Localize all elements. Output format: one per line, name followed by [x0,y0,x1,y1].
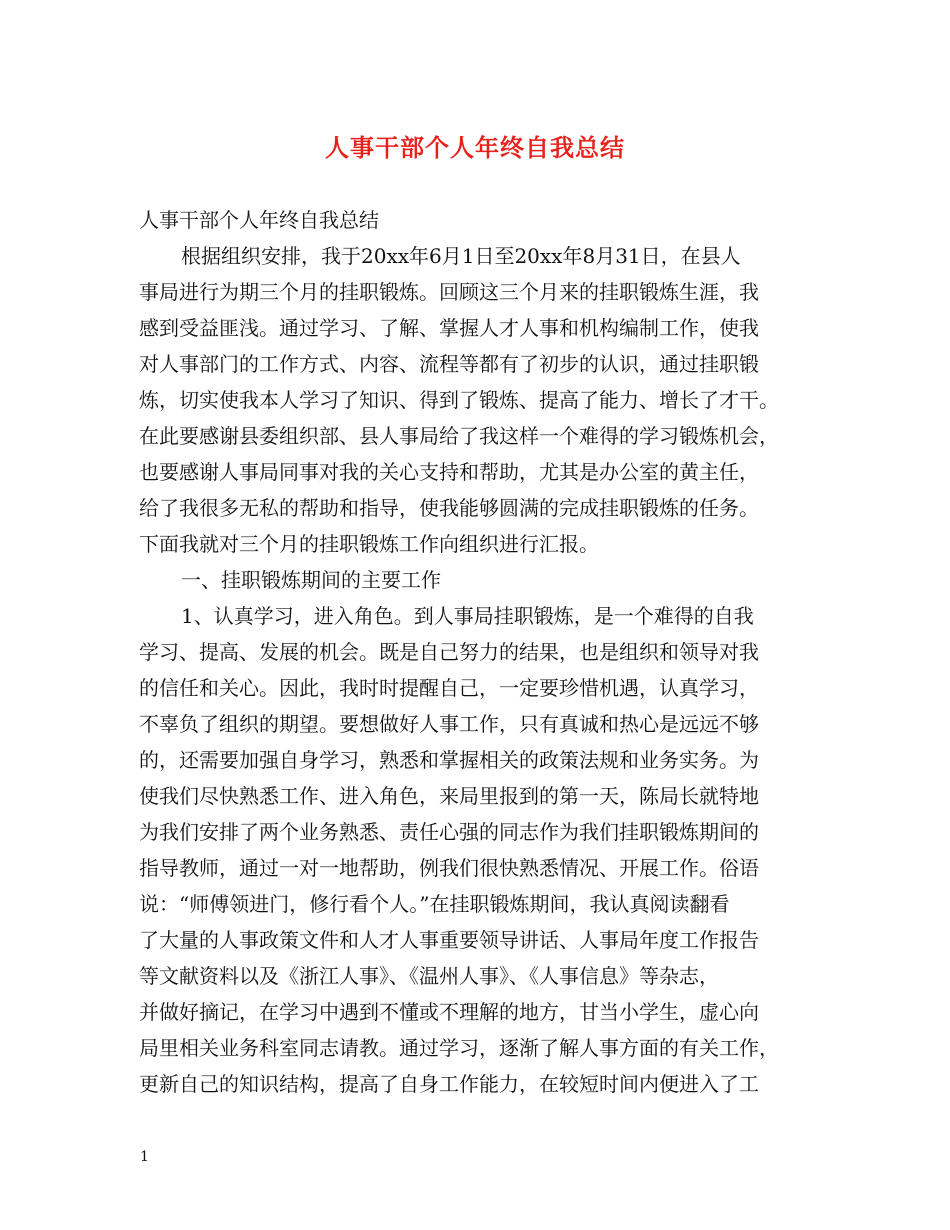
paragraph-line: 感到受益匪浅。通过学习、了解、掌握人才人事和机构编制工作，使我 [139,316,759,340]
paragraph-line: 说：“师傅领进门，修行看个人。”在挂职锻炼期间，我认真阅读翻看 [139,892,730,916]
paragraph-line: 的，还需要加强自身学习，熟悉和掌握相关的政策法规和业务实务。为 [139,748,759,772]
paragraph-line: 的信任和关心。因此，我时时提醒自己，一定要珍惜机遇，认真学习， [139,676,759,700]
paragraph-line: 使我们尽快熟悉工作、进入角色，来局里报到的第一天，陈局长就特地 [139,784,759,808]
page-number: 1 [140,1149,149,1165]
paragraph-line: 更新自己的知识结构，提高了自身工作能力，在较短时间内便进入了工 [139,1072,759,1096]
paragraph-line: 下面我就对三个月的挂职锻炼工作向组织进行汇报。 [139,532,599,556]
section-heading: 一、挂职锻炼期间的主要工作 [181,568,441,592]
paragraph-line: 也要感谢人事局同事对我的关心支持和帮助，尤其是办公室的黄主任， [139,460,759,484]
body-line-subtitle: 人事干部个人年终自我总结 [139,208,379,232]
paragraph-line: 局里相关业务科室同志请教。通过学习，逐渐了解人事方面的有关工作， [139,1036,779,1060]
paragraph-line: 指导教师，通过一对一地帮助，例我们很快熟悉情况、开展工作。俗语 [139,856,759,880]
paragraph-line: 不辜负了组织的期望。要想做好人事工作，只有真诚和热心是远远不够 [139,712,759,736]
document-body [139,202,829,1102]
paragraph-line: 1、认真学习，进入角色。到人事局挂职锻炼，是一个难得的自我 [181,604,754,628]
paragraph-line: 为我们安排了两个业务熟悉、责任心强的同志作为我们挂职锻炼期间的 [139,820,759,844]
paragraph-line: 学习、提高、发展的机会。既是自己努力的结果，也是组织和领导对我 [139,640,759,664]
paragraph-line: 对人事部门的工作方式、内容、流程等都有了初步的认识，通过挂职锻 [139,352,759,376]
paragraph-line: 给了我很多无私的帮助和指导，使我能够圆满的完成挂职锻炼的任务。 [139,496,759,520]
paragraph-line: 了大量的人事政策文件和人才人事重要领导讲话、人事局年度工作报告 [139,928,759,952]
paragraph-line: 并做好摘记，在学习中遇到不懂或不理解的地方，甘当小学生，虚心向 [139,1000,759,1024]
paragraph-line: 炼，切实使我本人学习了知识、得到了锻炼、提高了能力、增长了才干。 [139,388,779,412]
paragraph-line: 在此要感谢县委组织部、县人事局给了我这样一个难得的学习锻炼机会， [139,424,779,448]
paragraph-line: 事局进行为期三个月的挂职锻炼。回顾这三个月来的挂职锻炼生涯，我 [139,280,759,304]
paragraph-line: 根据组织安排，我于20xx年6月1日至20xx年8月31日，在县人 [181,244,741,268]
document-title: 人事干部个人年终自我总结 [325,133,625,162]
paragraph-line: 等文献资料以及《浙江人事》、《温州人事》、《人事信息》等杂志， [139,964,719,988]
